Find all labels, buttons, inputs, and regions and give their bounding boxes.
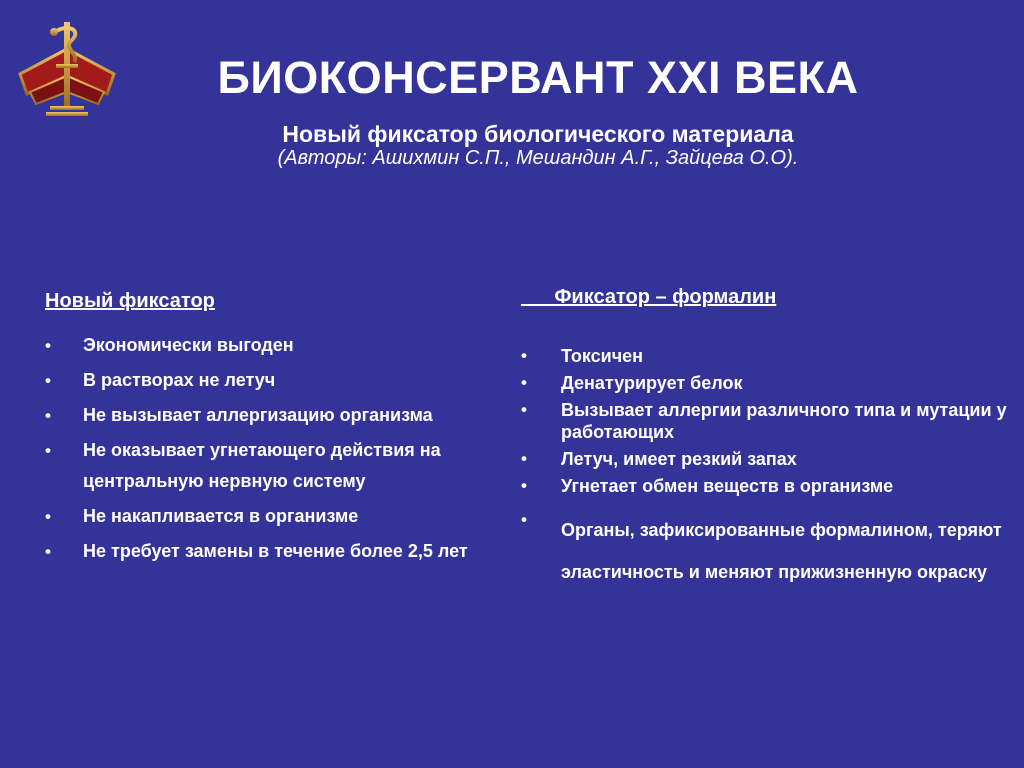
bullet-icon: •: [45, 441, 51, 460]
right-bullet-list: [521, 345, 1021, 598]
list-item: [521, 509, 1021, 593]
list-item-text: Не накапливается в организме: [83, 506, 359, 526]
list-item: [45, 330, 505, 361]
list-item: [521, 345, 1021, 367]
list-item-text: Не требует замены в течение более 2,5 лет: [83, 541, 468, 561]
right-column-heading: Фиксатор – формалин: [521, 286, 777, 308]
list-item: [45, 435, 505, 497]
list-item: [45, 501, 505, 532]
authors-line: (Авторы: Ашихмин С.П., Мешандин А.Г., Зайцева О.О).: [277, 147, 799, 169]
list-item: [45, 536, 505, 567]
list-item: [45, 365, 505, 396]
bullet-icon: •: [521, 346, 527, 365]
list-item-text: Денатурирует белок: [561, 373, 743, 393]
list-item-text: Органы, зафиксированные формалином, теряют эластичность и меняют прижизненную окраску: [561, 520, 1002, 582]
list-item-text: Летуч, имеет резкий запах: [561, 449, 797, 469]
bullet-icon: •: [521, 373, 527, 392]
list-item-text: Не оказывает угнетающего действия на центральную нервную систему: [83, 440, 441, 491]
list-item: [521, 399, 1021, 443]
bullet-icon: •: [45, 336, 51, 355]
page-title: БИОКОНСЕРВАНТ XXI ВЕКА: [217, 52, 859, 103]
list-item: [521, 448, 1021, 470]
page-subtitle: Новый фиксатор биологического материала: [282, 121, 794, 147]
list-item-text: Угнетает обмен веществ в организме: [561, 476, 894, 496]
list-item-text: В растворах не летуч: [83, 370, 276, 390]
bullet-icon: •: [521, 449, 527, 468]
bullet-icon: •: [521, 510, 527, 529]
list-item: [45, 400, 505, 431]
bullet-icon: •: [45, 371, 51, 390]
list-item-text: Вызывает аллергии различного типа и мутации у работающих: [561, 400, 1007, 442]
list-item-text: Экономически выгоден: [83, 335, 294, 355]
left-bullet-list: [45, 330, 505, 571]
list-item-text: Токсичен: [561, 346, 644, 366]
bullet-icon: •: [521, 476, 527, 495]
bullet-icon: •: [45, 507, 51, 526]
left-column-heading: Новый фиксатор: [45, 290, 215, 312]
bullet-icon: •: [45, 542, 51, 561]
list-item: [521, 475, 1021, 497]
list-item-text: Не вызывает аллергизацию организма: [83, 405, 433, 425]
bullet-icon: •: [45, 406, 51, 425]
bullet-icon: •: [521, 400, 527, 419]
list-item: [521, 372, 1021, 394]
